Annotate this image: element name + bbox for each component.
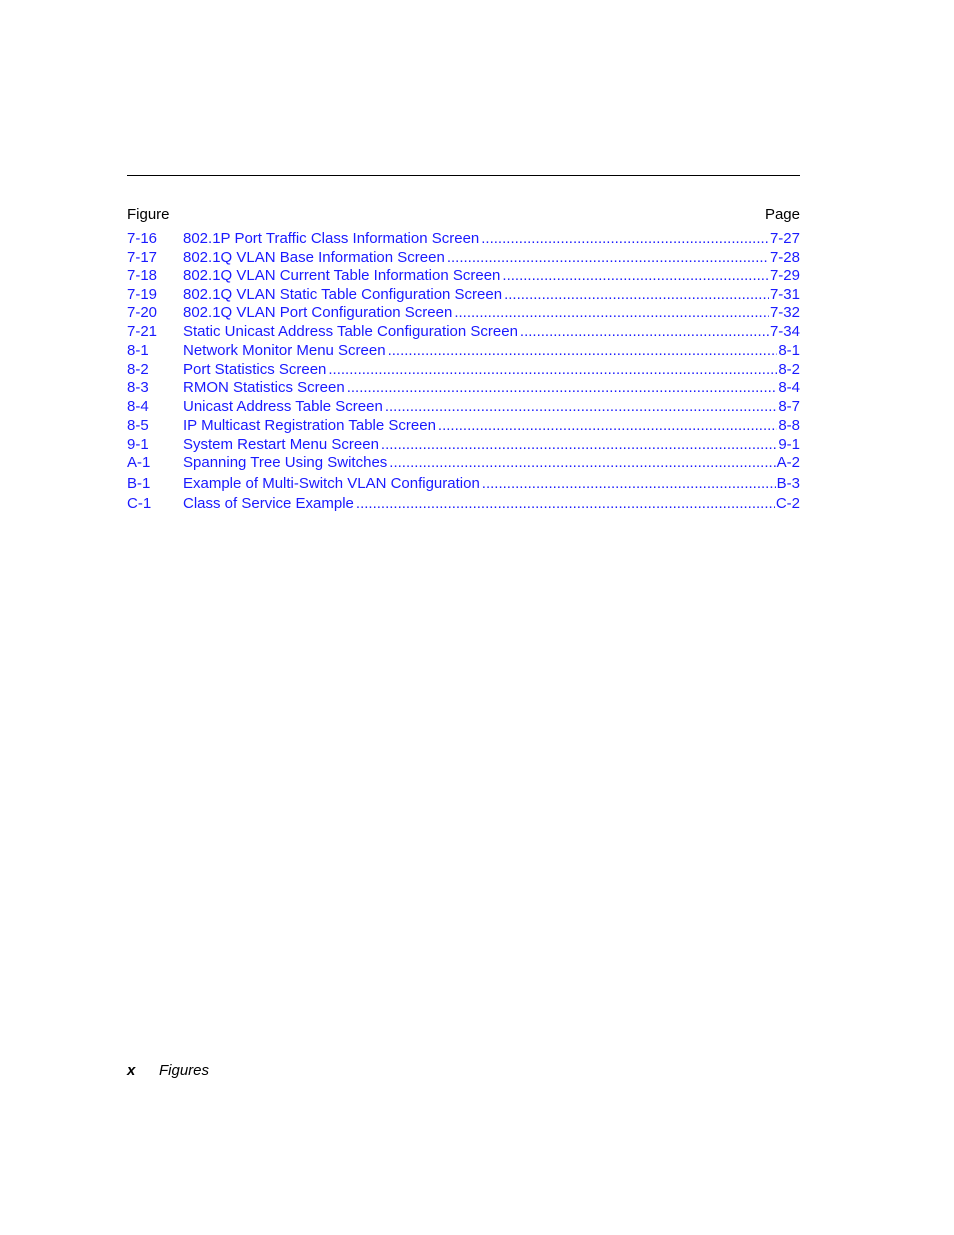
dot-leader — [328, 360, 777, 379]
toc-entry[interactable] — [127, 229, 800, 248]
dot-leader — [347, 378, 778, 397]
page-number: 8-4 — [778, 379, 800, 396]
page-column-header: Page — [764, 206, 800, 223]
figure-title: Static Unicast Address Table Configuration Screen — [183, 323, 518, 340]
footer-section-title: Figures — [159, 1062, 210, 1079]
figure-number: A-1 — [127, 454, 151, 471]
dot-leader — [502, 266, 769, 285]
page-footer — [127, 1061, 209, 1080]
toc-entry[interactable] — [127, 303, 800, 322]
figure-title: System Restart Menu Screen — [183, 436, 379, 453]
toc-entry[interactable] — [127, 397, 800, 416]
figure-number: 7-17 — [127, 248, 158, 266]
dot-leader — [385, 397, 777, 416]
figure-number: 7-18 — [127, 267, 158, 284]
header-rule — [127, 175, 800, 176]
toc-entry[interactable] — [127, 248, 800, 267]
toc-entry[interactable] — [127, 341, 800, 360]
figure-title: Class of Service Example — [183, 495, 354, 512]
toc-entry[interactable] — [127, 416, 800, 435]
dot-leader — [388, 341, 778, 360]
figure-number: 7-21 — [127, 323, 158, 340]
figure-title: 802.1Q VLAN Static Table Configuration Screen — [183, 286, 503, 303]
page-number: 7-31 — [769, 286, 800, 303]
figure-title: 802.1Q VLAN Base Information Screen — [183, 248, 445, 266]
toc-entry[interactable] — [127, 453, 800, 472]
page-number: 7-34 — [769, 323, 800, 340]
figure-title: 802.1Q VLAN Port Configuration Screen — [183, 304, 453, 321]
page-folio: x — [127, 1062, 136, 1079]
page-number: C-2 — [775, 495, 800, 512]
column-headers — [127, 206, 800, 224]
dot-leader — [381, 435, 777, 454]
figure-title: Spanning Tree Using Switches — [183, 454, 388, 471]
page-number: 8-2 — [778, 361, 800, 378]
dot-leader — [447, 248, 769, 267]
figure-title: 802.1P Port Traffic Class Information Screen — [183, 230, 480, 247]
figure-title: Network Monitor Menu Screen — [183, 342, 386, 359]
figure-title: RMON Statistics Screen — [183, 379, 345, 396]
toc-entry[interactable] — [127, 494, 800, 513]
page-number: 8-7 — [778, 398, 800, 415]
figure-title: Port Statistics Screen — [183, 361, 327, 378]
figure-number: 7-16 — [127, 230, 158, 247]
toc-entry[interactable] — [127, 285, 800, 304]
figure-number: 8-4 — [127, 398, 149, 415]
dot-leader — [504, 285, 769, 304]
dot-leader — [454, 303, 769, 322]
page-number: 7-32 — [769, 304, 800, 321]
toc-entry[interactable] — [127, 378, 800, 397]
page-number: 8-1 — [778, 342, 800, 359]
figure-number: C-1 — [127, 495, 152, 512]
dot-leader — [438, 416, 777, 435]
figure-title: Unicast Address Table Screen — [183, 398, 383, 415]
page-number: 8-8 — [778, 417, 800, 434]
toc-entry[interactable] — [127, 266, 800, 285]
figure-number: 8-1 — [127, 342, 149, 359]
page-number: 9-1 — [778, 436, 800, 453]
page-number: A-2 — [776, 454, 800, 471]
figure-number: B-1 — [127, 475, 151, 492]
dot-leader — [481, 229, 769, 248]
figure-number: 8-3 — [127, 379, 149, 396]
figure-title: Example of Multi-Switch VLAN Configuration — [183, 475, 480, 492]
toc-entry[interactable] — [127, 474, 800, 493]
toc-entry[interactable] — [127, 435, 800, 454]
figure-number: 7-19 — [127, 286, 158, 303]
dot-leader — [482, 474, 776, 493]
dot-leader — [389, 453, 775, 472]
figure-title: 802.1Q VLAN Current Table Information Screen — [183, 267, 501, 284]
page-number: 7-28 — [769, 248, 800, 266]
toc-entry[interactable] — [127, 322, 800, 341]
page-number: 7-27 — [769, 230, 800, 247]
dot-leader — [356, 494, 775, 513]
figure-title: IP Multicast Registration Table Screen — [183, 417, 436, 434]
figure-column-header: Figure — [127, 206, 170, 223]
dot-leader — [520, 322, 769, 341]
toc-entry[interactable] — [127, 360, 800, 379]
page-number: B-3 — [776, 475, 800, 492]
figure-number: 8-5 — [127, 417, 149, 434]
figure-number: 9-1 — [127, 436, 149, 453]
page-number: 7-29 — [769, 267, 800, 284]
figure-number: 7-20 — [127, 304, 158, 321]
figure-number: 8-2 — [127, 361, 149, 378]
